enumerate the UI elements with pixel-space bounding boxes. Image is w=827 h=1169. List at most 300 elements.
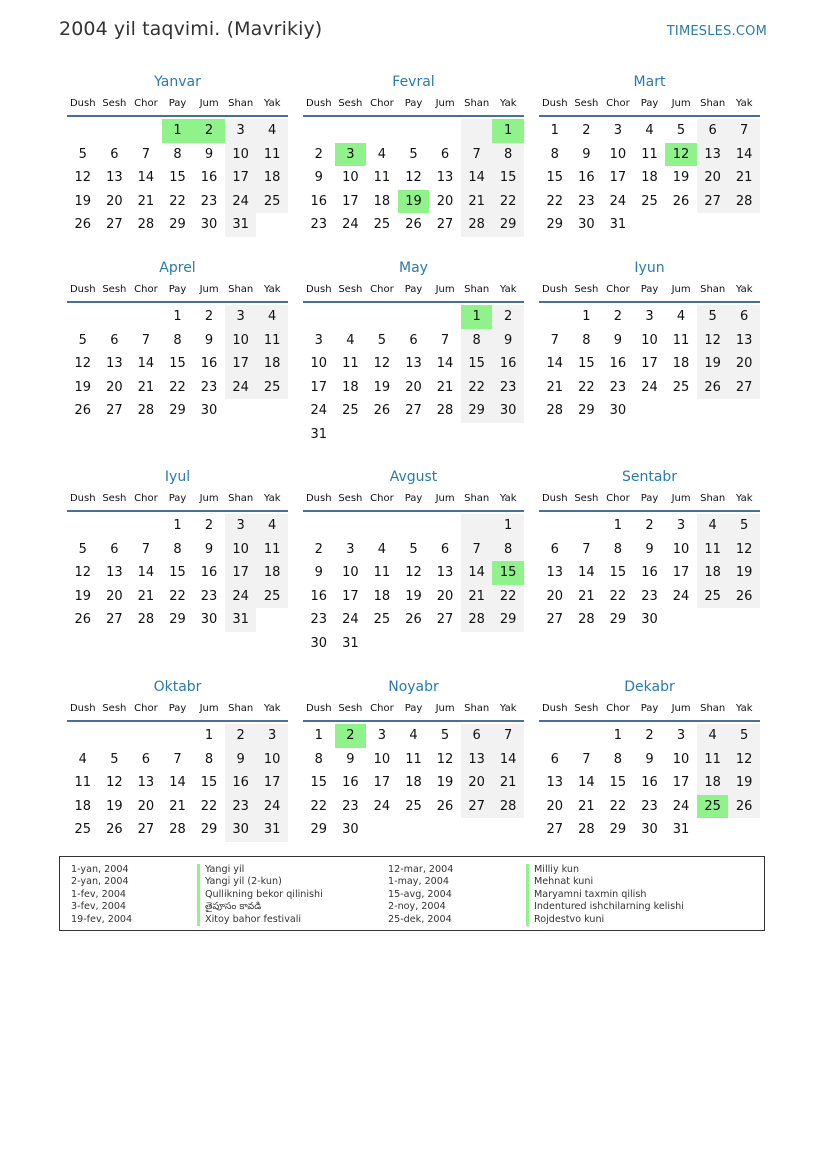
day-cell[interactable]: 8 [173,332,182,348]
day-cell[interactable]: 21 [461,585,493,609]
day-cell[interactable]: 5 [110,751,119,767]
day-cell[interactable]: 26 [697,376,729,400]
day-cell[interactable]: 3 [346,541,355,557]
day-cell[interactable]: 31 [672,822,690,838]
day-cell[interactable]: 1 [613,728,623,743]
day-cell[interactable]: 25 [373,217,391,233]
day-cell[interactable]: 22 [461,376,493,400]
day-cell[interactable]: 25 [342,403,359,419]
day-cell[interactable]: 9 [492,329,524,353]
day-cell[interactable]: 14 [137,356,155,372]
day-cell[interactable]: 6 [728,305,760,329]
day-cell[interactable]: 1 [550,123,559,138]
day-cell[interactable]: 4 [676,309,686,324]
day-cell[interactable]: 23 [225,795,257,819]
day-cell[interactable]: 28 [137,612,155,628]
day-cell[interactable]: 1 [162,119,194,143]
day-cell[interactable]: 4 [645,123,654,138]
day-cell[interactable]: 16 [200,356,218,372]
day-cell[interactable]: 27 [728,376,760,400]
day-cell[interactable]: 13 [106,170,123,186]
day-cell[interactable]: 24 [672,588,690,604]
day-cell[interactable]: 24 [342,217,359,233]
day-cell[interactable]: 2 [204,309,214,324]
site-link[interactable]: TIMESLES.COM [666,24,767,39]
day-cell[interactable]: 18 [641,170,658,186]
day-cell[interactable]: 8 [173,146,182,162]
day-cell[interactable]: 30 [225,818,257,842]
day-cell[interactable]: 12 [728,538,760,562]
day-cell[interactable]: 4 [78,751,87,767]
day-cell[interactable]: 10 [342,170,359,186]
day-cell[interactable]: 26 [106,822,123,838]
day-cell[interactable]: 1 [173,309,182,324]
day-cell[interactable]: 2 [314,541,323,557]
day-cell[interactable]: 3 [225,305,257,329]
day-cell[interactable]: 11 [697,748,729,772]
day-cell[interactable]: 12 [74,170,92,186]
day-cell[interactable]: 16 [200,565,218,581]
day-cell[interactable]: 13 [436,565,454,581]
day-cell[interactable]: 20 [436,193,454,209]
day-cell[interactable]: 1 [613,518,623,533]
day-cell[interactable]: 7 [550,332,559,348]
day-cell[interactable]: 13 [546,565,564,581]
day-cell[interactable]: 27 [436,217,454,233]
day-cell[interactable]: 1 [582,309,591,324]
day-cell[interactable]: 23 [609,379,627,395]
day-cell[interactable]: 3 [676,518,686,533]
day-cell[interactable]: 13 [546,775,564,791]
day-cell[interactable]: 31 [225,213,257,237]
day-cell[interactable]: 17 [373,775,391,791]
day-cell[interactable]: 29 [169,217,186,233]
day-cell[interactable]: 30 [641,612,658,628]
day-cell[interactable]: 9 [204,332,214,348]
day-cell[interactable]: 25 [697,585,729,609]
day-cell[interactable]: 16 [310,588,328,604]
day-cell[interactable]: 10 [672,541,690,557]
day-cell[interactable]: 23 [492,376,524,400]
day-cell[interactable]: 4 [256,305,288,329]
day-cell[interactable]: 27 [137,822,155,838]
day-cell[interactable]: 7 [440,332,450,348]
day-cell[interactable]: 28 [461,213,493,237]
day-cell[interactable]: 5 [676,123,686,138]
day-cell[interactable]: 18 [256,352,288,376]
day-cell[interactable]: 17 [342,588,359,604]
day-cell[interactable]: 3 [335,143,367,167]
day-cell[interactable]: 20 [546,588,564,604]
day-cell[interactable]: 8 [492,143,524,167]
day-cell[interactable]: 11 [405,751,422,767]
day-cell[interactable]: 17 [225,166,257,190]
day-cell[interactable]: 6 [697,119,729,143]
day-cell[interactable]: 10 [342,565,359,581]
day-cell[interactable]: 25 [74,822,92,838]
day-cell[interactable]: 14 [546,356,564,372]
day-cell[interactable]: 16 [492,352,524,376]
day-cell[interactable]: 21 [492,771,524,795]
day-cell[interactable]: 6 [461,724,493,748]
day-cell[interactable]: 20 [436,588,454,604]
day-cell[interactable]: 28 [436,403,454,419]
day-cell[interactable]: 19 [74,588,92,604]
day-cell[interactable]: 22 [169,379,186,395]
day-cell[interactable]: 3 [645,309,654,324]
day-cell[interactable]: 24 [225,190,257,214]
day-cell[interactable]: 22 [492,190,524,214]
day-cell[interactable]: 16 [578,170,595,186]
day-cell[interactable]: 4 [256,514,288,538]
day-cell[interactable]: 5 [78,541,87,557]
day-cell[interactable]: 30 [609,403,627,419]
day-cell[interactable]: 26 [672,193,690,209]
day-cell[interactable]: 30 [641,822,658,838]
day-cell[interactable]: 20 [106,379,123,395]
day-cell[interactable]: 2 [492,305,524,329]
day-cell[interactable]: 21 [436,379,454,395]
day-cell[interactable]: 20 [106,193,123,209]
day-cell[interactable]: 21 [578,588,595,604]
day-cell[interactable]: 20 [137,798,155,814]
day-cell[interactable]: 25 [641,193,658,209]
day-cell[interactable]: 2 [193,119,225,143]
day-cell[interactable]: 8 [492,538,524,562]
day-cell[interactable]: 25 [405,798,422,814]
day-cell[interactable]: 18 [373,193,391,209]
day-cell[interactable]: 18 [256,166,288,190]
day-cell[interactable]: 14 [169,775,186,791]
day-cell[interactable]: 22 [169,193,186,209]
day-cell[interactable]: 23 [641,588,658,604]
day-cell[interactable]: 29 [169,612,186,628]
day-cell[interactable]: 22 [546,193,564,209]
day-cell[interactable]: 1 [314,728,323,743]
day-cell[interactable]: 24 [641,379,658,395]
day-cell[interactable]: 28 [546,403,564,419]
day-cell[interactable]: 25 [373,612,391,628]
day-cell[interactable]: 9 [613,332,623,348]
day-cell[interactable]: 3 [225,514,257,538]
day-cell[interactable]: 30 [200,403,218,419]
day-cell[interactable]: 10 [641,332,658,348]
day-cell[interactable]: 23 [641,798,658,814]
day-cell[interactable]: 31 [256,818,288,842]
day-cell[interactable]: 19 [672,170,690,186]
day-cell[interactable]: 4 [377,541,387,557]
day-cell[interactable]: 14 [728,143,760,167]
day-cell[interactable]: 10 [225,538,257,562]
day-cell[interactable]: 29 [492,608,524,632]
day-cell[interactable]: 29 [461,399,493,423]
day-cell[interactable]: 2 [335,724,367,748]
day-cell[interactable]: 4 [409,728,418,743]
day-cell[interactable]: 9 [314,170,323,186]
day-cell[interactable]: 31 [225,608,257,632]
day-cell[interactable]: 11 [672,332,690,348]
day-cell[interactable]: 3 [225,119,257,143]
day-cell[interactable]: 29 [578,403,595,419]
day-cell[interactable]: 3 [377,728,387,743]
day-cell[interactable]: 30 [310,635,328,651]
day-cell[interactable]: 6 [110,146,119,162]
day-cell[interactable]: 20 [728,352,760,376]
day-cell[interactable]: 18 [405,775,422,791]
day-cell[interactable]: 26 [373,403,391,419]
day-cell[interactable]: 10 [256,748,288,772]
day-cell[interactable]: 28 [137,403,155,419]
day-cell[interactable]: 6 [409,332,418,348]
day-cell[interactable]: 6 [110,541,119,557]
day-cell[interactable]: 12 [106,775,123,791]
day-cell[interactable]: 11 [256,538,288,562]
day-cell[interactable]: 6 [550,541,559,557]
day-cell[interactable]: 17 [672,775,690,791]
day-cell[interactable]: 29 [310,822,328,838]
day-cell[interactable]: 30 [200,612,218,628]
day-cell[interactable]: 4 [377,146,387,162]
day-cell[interactable]: 7 [461,143,493,167]
day-cell[interactable]: 15 [546,170,564,186]
day-cell[interactable]: 4 [697,724,729,748]
day-cell[interactable]: 15 [169,565,186,581]
day-cell[interactable]: 30 [342,822,359,838]
day-cell[interactable]: 8 [204,751,214,767]
day-cell[interactable]: 17 [641,356,658,372]
day-cell[interactable]: 7 [492,724,524,748]
day-cell[interactable]: 26 [74,217,92,233]
day-cell[interactable]: 3 [314,332,323,348]
day-cell[interactable]: 26 [74,612,92,628]
day-cell[interactable]: 18 [373,588,391,604]
day-cell[interactable]: 8 [613,541,623,557]
day-cell[interactable]: 23 [200,193,218,209]
day-cell[interactable]: 30 [200,217,218,233]
day-cell[interactable]: 9 [314,565,323,581]
day-cell[interactable]: 14 [137,170,155,186]
day-cell[interactable]: 27 [106,612,123,628]
day-cell[interactable]: 19 [74,379,92,395]
day-cell[interactable]: 17 [609,170,627,186]
day-cell[interactable]: 12 [436,751,454,767]
day-cell[interactable]: 7 [728,119,760,143]
day-cell[interactable]: 31 [310,426,328,442]
day-cell[interactable]: 21 [137,379,155,395]
day-cell[interactable]: 21 [137,193,155,209]
day-cell[interactable]: 29 [609,612,627,628]
day-cell[interactable]: 28 [578,822,595,838]
day-cell[interactable]: 5 [78,146,87,162]
day-cell[interactable]: 10 [310,356,328,372]
day-cell[interactable]: 2 [225,724,257,748]
day-cell[interactable]: 24 [609,193,627,209]
day-cell[interactable]: 29 [609,822,627,838]
day-cell[interactable]: 15 [492,561,524,585]
day-cell[interactable]: 28 [728,190,760,214]
day-cell[interactable]: 8 [461,329,493,353]
day-cell[interactable]: 15 [609,565,627,581]
day-cell[interactable]: 23 [310,612,328,628]
day-cell[interactable]: 17 [342,193,359,209]
day-cell[interactable]: 27 [436,612,454,628]
day-cell[interactable]: 17 [256,771,288,795]
day-cell[interactable]: 20 [697,166,729,190]
day-cell[interactable]: 27 [546,822,564,838]
day-cell[interactable]: 12 [405,170,422,186]
day-cell[interactable]: 1 [492,514,524,538]
day-cell[interactable]: 24 [225,376,257,400]
day-cell[interactable]: 20 [106,588,123,604]
day-cell[interactable]: 9 [645,541,654,557]
day-cell[interactable]: 5 [728,514,760,538]
day-cell[interactable]: 16 [225,771,257,795]
day-cell[interactable]: 7 [141,146,151,162]
day-cell[interactable]: 13 [436,170,454,186]
day-cell[interactable]: 28 [137,217,155,233]
day-cell[interactable]: 11 [342,356,359,372]
day-cell[interactable]: 25 [256,376,288,400]
day-cell[interactable]: 24 [342,612,359,628]
day-cell[interactable]: 2 [314,146,323,162]
day-cell[interactable]: 11 [697,538,729,562]
day-cell[interactable]: 19 [436,775,454,791]
day-cell[interactable]: 24 [225,585,257,609]
day-cell[interactable]: 22 [169,588,186,604]
day-cell[interactable]: 11 [256,143,288,167]
day-cell[interactable]: 7 [582,541,591,557]
day-cell[interactable]: 26 [436,798,454,814]
day-cell[interactable]: 13 [106,356,123,372]
day-cell[interactable]: 9 [225,748,257,772]
day-cell[interactable]: 29 [546,217,564,233]
day-cell[interactable]: 21 [546,379,564,395]
day-cell[interactable]: 5 [409,541,418,557]
day-cell[interactable]: 16 [342,775,359,791]
day-cell[interactable]: 26 [405,217,422,233]
day-cell[interactable]: 7 [141,332,151,348]
day-cell[interactable]: 11 [74,775,92,791]
day-cell[interactable]: 16 [641,565,658,581]
day-cell[interactable]: 19 [697,352,729,376]
day-cell[interactable]: 26 [728,585,760,609]
day-cell[interactable]: 23 [200,379,218,395]
day-cell[interactable]: 12 [697,329,729,353]
day-cell[interactable]: 6 [440,541,450,557]
day-cell[interactable]: 18 [697,561,729,585]
day-cell[interactable]: 25 [256,585,288,609]
day-cell[interactable]: 25 [256,190,288,214]
day-cell[interactable]: 12 [373,356,391,372]
day-cell[interactable]: 3 [613,123,623,138]
day-cell[interactable]: 18 [697,771,729,795]
day-cell[interactable]: 14 [578,565,595,581]
day-cell[interactable]: 1 [492,119,524,143]
day-cell[interactable]: 24 [672,798,690,814]
day-cell[interactable]: 15 [169,170,186,186]
day-cell[interactable]: 8 [613,751,623,767]
day-cell[interactable]: 5 [728,724,760,748]
day-cell[interactable]: 9 [582,146,591,162]
day-cell[interactable]: 18 [256,561,288,585]
day-cell[interactable]: 8 [550,146,559,162]
day-cell[interactable]: 6 [141,751,151,767]
day-cell[interactable]: 5 [78,332,87,348]
day-cell[interactable]: 1 [204,728,214,743]
day-cell[interactable]: 18 [342,379,359,395]
day-cell[interactable]: 11 [373,170,391,186]
day-cell[interactable]: 17 [310,379,328,395]
day-cell[interactable]: 5 [440,728,450,743]
day-cell[interactable]: 27 [697,190,729,214]
day-cell[interactable]: 10 [609,146,627,162]
day-cell[interactable]: 18 [672,356,690,372]
day-cell[interactable]: 12 [405,565,422,581]
day-cell[interactable]: 4 [346,332,355,348]
day-cell[interactable]: 12 [74,565,92,581]
day-cell[interactable]: 29 [169,403,186,419]
day-cell[interactable]: 10 [672,751,690,767]
day-cell[interactable]: 26 [74,403,92,419]
day-cell[interactable]: 22 [492,585,524,609]
day-cell[interactable]: 2 [645,728,654,743]
day-cell[interactable]: 22 [310,798,328,814]
day-cell[interactable]: 10 [225,143,257,167]
day-cell[interactable]: 22 [609,798,627,814]
day-cell[interactable]: 21 [728,166,760,190]
day-cell[interactable]: 7 [582,751,591,767]
day-cell[interactable]: 4 [256,119,288,143]
day-cell[interactable]: 29 [200,822,218,838]
day-cell[interactable]: 1 [461,305,493,329]
day-cell[interactable]: 9 [204,146,214,162]
day-cell[interactable]: 15 [310,775,328,791]
day-cell[interactable]: 26 [728,795,760,819]
day-cell[interactable]: 23 [578,193,595,209]
day-cell[interactable]: 22 [578,379,595,395]
day-cell[interactable]: 22 [200,798,218,814]
day-cell[interactable]: 23 [342,798,359,814]
day-cell[interactable]: 17 [225,352,257,376]
day-cell[interactable]: 14 [137,565,155,581]
day-cell[interactable]: 2 [645,518,654,533]
day-cell[interactable]: 29 [492,213,524,237]
day-cell[interactable]: 15 [461,352,493,376]
day-cell[interactable]: 27 [405,403,422,419]
day-cell[interactable]: 15 [578,356,595,372]
day-cell[interactable]: 13 [405,356,422,372]
day-cell[interactable]: 30 [492,399,524,423]
day-cell[interactable]: 23 [310,217,328,233]
day-cell[interactable]: 1 [173,518,182,533]
day-cell[interactable]: 20 [546,798,564,814]
day-cell[interactable]: 7 [173,751,182,767]
day-cell[interactable]: 5 [377,332,387,348]
day-cell[interactable]: 27 [461,795,493,819]
day-cell[interactable]: 13 [697,143,729,167]
day-cell[interactable]: 9 [645,751,654,767]
day-cell[interactable]: 11 [641,146,658,162]
day-cell[interactable]: 2 [582,123,591,138]
day-cell[interactable]: 24 [373,798,391,814]
day-cell[interactable]: 16 [310,193,328,209]
day-cell[interactable]: 8 [173,541,182,557]
day-cell[interactable]: 3 [256,724,288,748]
day-cell[interactable]: 7 [461,538,493,562]
day-cell[interactable]: 10 [225,329,257,353]
day-cell[interactable]: 20 [405,379,422,395]
day-cell[interactable]: 24 [310,403,328,419]
